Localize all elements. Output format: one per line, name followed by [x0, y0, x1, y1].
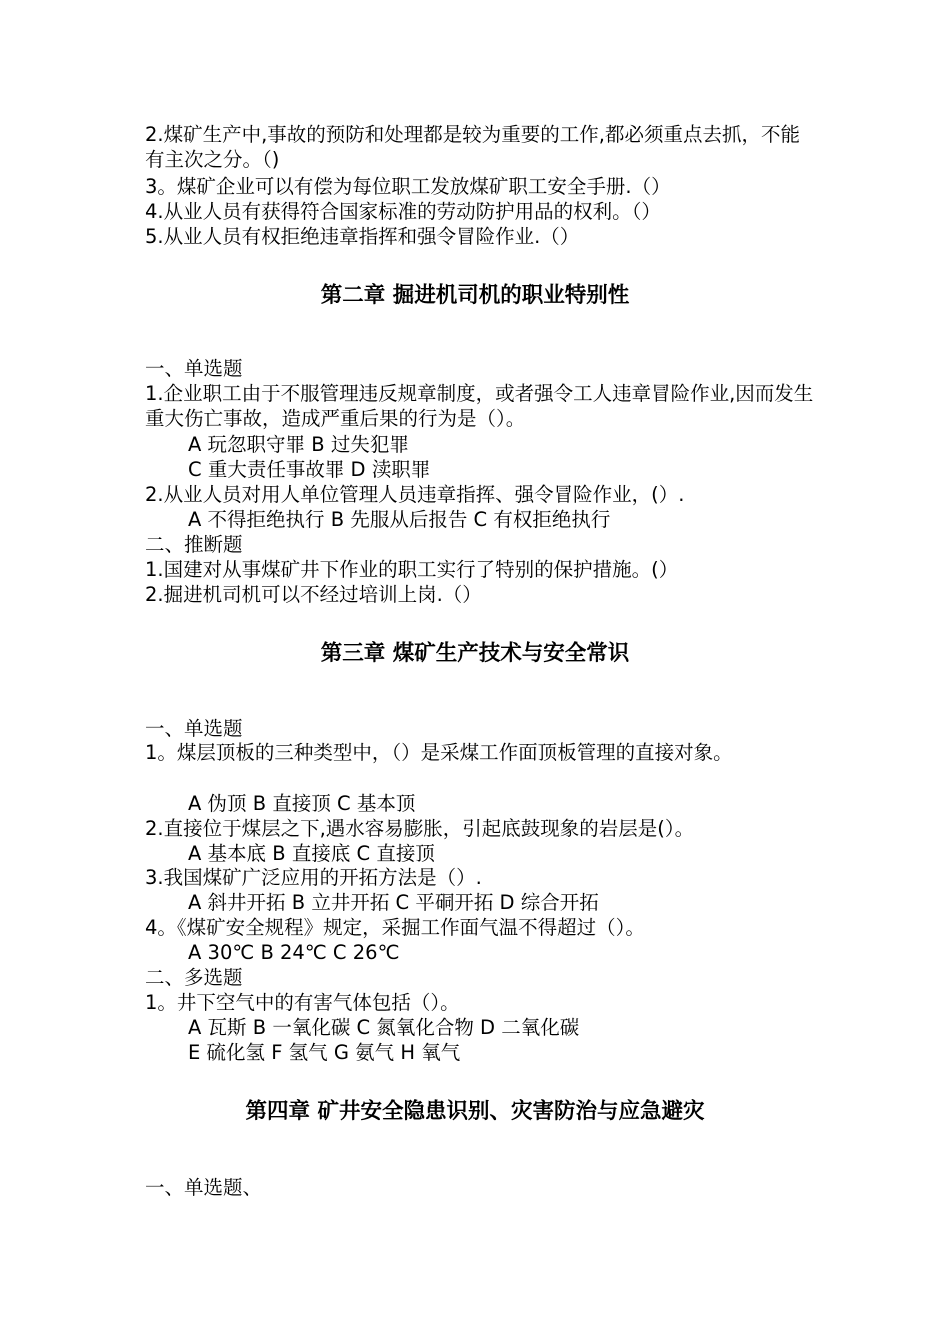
section-heading: 一、单选题、 — [145, 1176, 263, 1199]
question-text: 1。井下空气中的有害气体包括（）。 — [145, 991, 460, 1014]
answer-options: A 玩忽职守罪 B 过失犯罪 — [188, 433, 409, 456]
question-text: 2.从业人员对用人单位管理人员违章指挥、强令冒险作业，(）. — [145, 483, 685, 506]
section-heading: 一、单选题 — [145, 357, 243, 380]
question-text: 4.从业人员有获得符合国家标准的劳动防护用品的权利。（） — [145, 200, 661, 223]
question-text: 1.企业职工由于不服管理违反规章制度，或者强令工人违章冒险作业,因而发生重大伤亡事故，造成严重后果的行为是（）。 — [145, 382, 814, 430]
chapter-title: 第三章 煤矿生产技术与安全常识 — [320, 641, 630, 666]
answer-options: A 瓦斯 B 一氧化碳 C 氮氧化合物 D 二氧化碳 — [188, 1016, 580, 1039]
answer-options: A 30℃ B 24℃ C 26℃ — [188, 941, 400, 964]
chapter-title: 第四章 矿井安全隐患识别、灾害防治与应急避灾 — [245, 1099, 705, 1124]
answer-options: A 斜井开拓 B 立井开拓 C 平硐开拓 D 综合开拓 — [188, 891, 599, 914]
question-text: 3.我国煤矿广泛应用的开拓方法是（）. — [145, 866, 482, 889]
answer-options: C 重大责任事故罪 D 渎职罪 — [188, 458, 431, 481]
answer-options: A 基本底 B 直接底 C 直接顶 — [188, 842, 435, 865]
section-heading: 一、单选题 — [145, 717, 243, 740]
question-text: 4。《煤矿安全规程》规定，采掘工作面气温不得超过（）。 — [145, 916, 645, 939]
answer-options: A 伪顶 B 直接顶 C 基本顶 — [188, 792, 416, 815]
question-text: 1.国建对从事煤矿井下作业的职工实行了特别的保护措施。(） — [145, 558, 679, 581]
section-heading: 二、推断题 — [145, 533, 243, 556]
question-text: 5.从业人员有权拒绝违章指挥和强令冒险作业.（） — [145, 225, 580, 248]
section-heading: 二、多选题 — [145, 966, 243, 989]
question-text: 1。煤层顶板的三种类型中，（）是采煤工作面顶板管理的直接对象。 — [145, 741, 733, 764]
question-text: 2.掘进机司机可以不经过培训上岗.（） — [145, 583, 482, 606]
question-text: 2.煤矿生产中,事故的预防和处理都是较为重要的工作,都必须重点去抓，不能有主次之分。（) — [145, 123, 801, 171]
answer-options: E 硫化氢 F 氢气 G 氨气 H 氧气 — [188, 1041, 461, 1064]
question-text: 2.直接位于煤层之下,遇水容易膨胀，引起底鼓现象的岩层是(）。 — [145, 817, 695, 840]
question-text: 3。煤矿企业可以有偿为每位职工发放煤矿职工安全手册.（） — [145, 175, 671, 198]
chapter-title: 第二章 掘进机司机的职业特别性 — [320, 283, 630, 308]
answer-options: A 不得拒绝执行 B 先服从后报告 C 有权拒绝执行 — [188, 508, 611, 531]
